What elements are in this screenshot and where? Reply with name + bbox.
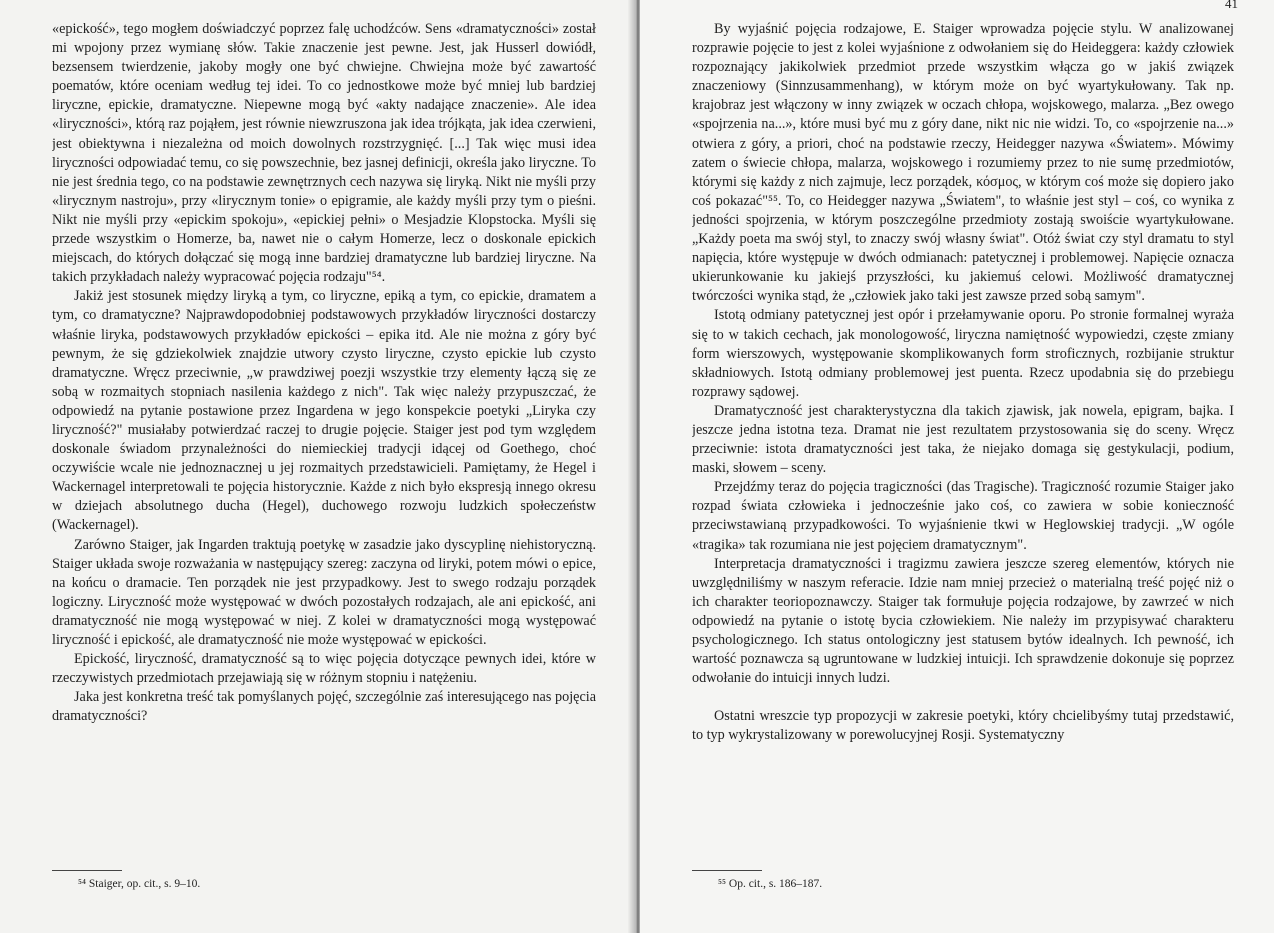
left-page-body [52,20,596,830]
paragraph: Zarówno Staiger, jak Ingarden traktują poetykę w zasadzie jako dyscyplinę niehistoryczną. Staiger układa swoje rozważania w następujący szereg: zaczyna od liryki, potem mówi o epice, na końcu o dramacie. Ten porządek nie jest przypadkowy. Jest to swego rodzaju porządek logiczny. Liryczność może występować w dwóch pozostałych rodzajach, ale ani epickość, ani dramatyczność nie mogą występować w niej. Z kolei w dramatyczności mogą występować liryczność i epickość, ale dramatyczność nie może występować w epickości. [52,536,596,648]
paragraph: Przejdźmy teraz do pojęcia tragiczności (das Tragische). Tragiczność rozumie Staiger jako rozpad świata człowieka i jednocześnie jako coś, co zawiera w sobie konieczność przeciwstawianą przypadkowości. To wyjaśnienie tkwi w Heglowskiej tradycji. „W ogóle «tragika» tak rozumiana nie jest pojęciem dramatycznym". [692,479,1234,553]
page-number: 41 [1225,0,1238,11]
left-footnotes [52,862,200,892]
paragraph: Epickość, liryczność, dramatyczność są to więc pojęcia dotyczące pewnych idei, które w rzeczywistych przedmiotach przejawiają się w różnym stopniu i natężeniu. [52,651,596,687]
right-page [640,0,1274,933]
paragraph: Ostatni wreszcie typ propozycji w zakresie poetyki, który chcielibyśmy tutaj przedstawić, to typ wykrystalizowany w porewolucyjnej Rosji. Systematyczny [692,708,1234,744]
paragraph: By wyjaśnić pojęcia rodzajowe, E. Staiger wprowadza pojęcie stylu. W analizowanej rozprawie pojęcie to jest z kolei wyjaśnione z odwołaniem się do Heideggera: każdy człowiek rozpoznający jakikolwiek przedmiot przede wszystkim włącza go w jakiś związek znaczeniowy (Sinnzusammenhang), w którym może on być wyartykułowany. Tak np. krajobraz jest włączony w inny związek w oczach chłopa, wojskowego, malarza. „Bez owego «spojrzenia na...», które musi być mu z góry dane, nikt nic nie widzi. To, co «spojrzenie na...» otwiera z góry, a priori, choć na podstawie rzeczy, Heidegger nazywa «Światem». Mówimy zatem o świecie chłopa, malarza, wojskowego i rozumiemy przez to nie sumę przedmiotów, którymi się każdy z nich zajmuje, lecz porządek, κόσμος, w którym coś może się dopiero jako coś pokazać"⁵⁵. To, co Heidegger nazywa „Światem", to właśnie jest styl – coś, co wynika z jedności spojrzenia, w którym poszczególne przedmioty zostają swoiście wyartykułowane. „Każdy poeta ma swój styl, to znaczy swój własny świat". Otóż świat czy styl dramatu to styl napięcia, które występuje w dwóch odmianach: patetycznej i problemowej. Napięcie oznacza ukierunkowanie ku jakiejś przyszłości, ku jakiemuś celowi. Możliwość dramatycznej twórczości wynika stąd, że „człowiek jako taki jest zawsze przed sobą samym". [692,21,1234,305]
footnote: ⁵⁴ Staiger, op. cit., s. 9–10. [78,878,201,890]
paragraph: «epickość», tego mogłem doświadczyć poprzez falę uchodźców. Sens «dramatyczności» został mi wpojony przez wymianę słów. Takie znaczenie jest pewne. Jest, jak Husserl dowiódł, bezsensem twierdzenie, jakoby mogły one być chwiejne. Chwiejna może być zawartość poematów, które oceniam według tej idei. To co jednostkowe może być mniej lub bardziej liryczne, epickie, dramatyczne. Niepewne mogą być «akty nadające znaczenie». Ale idea «liryczności», którą raz pojąłem, jest równie niewzruszona jak idea trójkąta, jak idea czerwieni, jest obiektywna i niezależna od moich dowolnych rozstrzygnięć. [...] Tak więc musi idea liryczności odpowiadać temu, co się powszechnie, bez jasnej definicji, określa jako liryczne. To nie jest średnia tego, co na podstawie zewnętrznych cech nazywa się liryką. Nikt nie myśli przy «lirycznym nastroju», przy «lirycznym tonie» o epigramie, ale każdy myśli przy tym o pieśni. Nikt nie myśli przy «epickim spokoju», «epickiej pełni» o Mesjadzie Klopstocka. Myśli się przede wszystkim o Homerze, ba, nawet nie o całym Homerze, lecz o doskonale epickich miejscach, do których dołączać się mogą inne bardziej dramatyczne lub bardziej liryczne. Na takich przykładach należy wypracować pojęcia rodzaju"⁵⁴. [52,21,596,286]
right-footnotes [692,862,822,892]
paragraph: Jaka jest konkretna treść tak pomyślanych pojęć, szczególnie zaś interesującego nas pojęcia dramatyczności? [52,689,596,725]
paragraph: Istotą odmiany patetycznej jest opór i przełamywanie oporu. Po stronie formalnej wyraża się to w takich cechach, jak monologowość, liryczna namiętność wypowiedzi, częste zmiany form wierszowych, występowanie skomplikowanych form stroficznych, rozbijanie struktur składniowych. Istotą odmiany problemowej jest puenta. Rzecz upodabnia się do przebiegu rozprawy sądowej. [692,307,1234,400]
footnote: ⁵⁵ Op. cit., s. 186–187. [718,878,823,890]
paragraph: Dramatyczność jest charakterystyczna dla takich zjawisk, jak nowela, epigram, bajka. I jeszcze jedna istotna teza. Dramat nie jest rezultatem przystosowania się do sceny. Wręcz przeciwnie: istota dramatyczności jest taka, że niejako domaga się gestykulacji, podium, maski, słowem – sceny. [692,402,1234,477]
paragraph: Interpretacja dramatyczności i tragizmu zawiera jeszcze szereg elementów, których nie uwzględniliśmy w naszym referacie. Idzie nam mniej przecież o materialną treść pojęć niż o ich charakter teoriopoznawczy. Staiger tak formułuje pojęcia rodzajowe, by zawrzeć w nich odpowiedź na pytanie o istotę bycia człowiekiem. Nie należy im przypisywać charakteru psychologicznego. Ich status ontologiczny jest statusem bytów idealnych. Ich pewność, ich wartość poznawcza są ugruntowane w ludzkiej intuicji. Ich sprawdzenie dokonuje się poprzez odwołanie do intuicji innych ludzi. [692,555,1234,687]
paragraph: Jakiż jest stosunek między liryką a tym, co liryczne, epiką a tym, co epickie, dramatem a tym, co dramatyczne? Najprawdopodobniej podstawowych przykładów liryczności dostarczy właśnie liryka, podstawowych przykładów epickości – epika itd. Ale nie można z góry być pewnym, że się gdziekolwiek znajdzie utwory czysto liryczne, czysto epickie lub czysto dramatyczne. Wręcz przeciwnie, „w prawdziwej poezji wszystkie trzy elementy łączą się ze sobą w rozmaitych stopniach nasilenia każdego z nich". Tak więc należy przypuszczać, że odpowiedź na pytanie postawione przez Ingardena w jego konspekcie poetyki „Liryka czy liryczność?" musiałaby potwierdzać raczej to drugie pojęcie. Staiger jest pod tym względem doskonale świadom przynależności do niemieckiej tradycji idącej od Goethego, choć oczywiście wcale nie jednoznacznej u jej rozmaitych przedstawicieli. Pamiętamy, że Hegel i Wackernagel interpretowali te pojęcia historycznie. Każde z nich było ekspresją innego okresu w dziejach absolutnego ducha (Hegel), duchowego rozwoju ludzkich społeczeństw (Wackernagel). [52,288,596,534]
footnote-rule [692,870,762,871]
right-page-body [692,20,1234,830]
footnote-rule [52,870,122,871]
left-page [0,0,636,933]
